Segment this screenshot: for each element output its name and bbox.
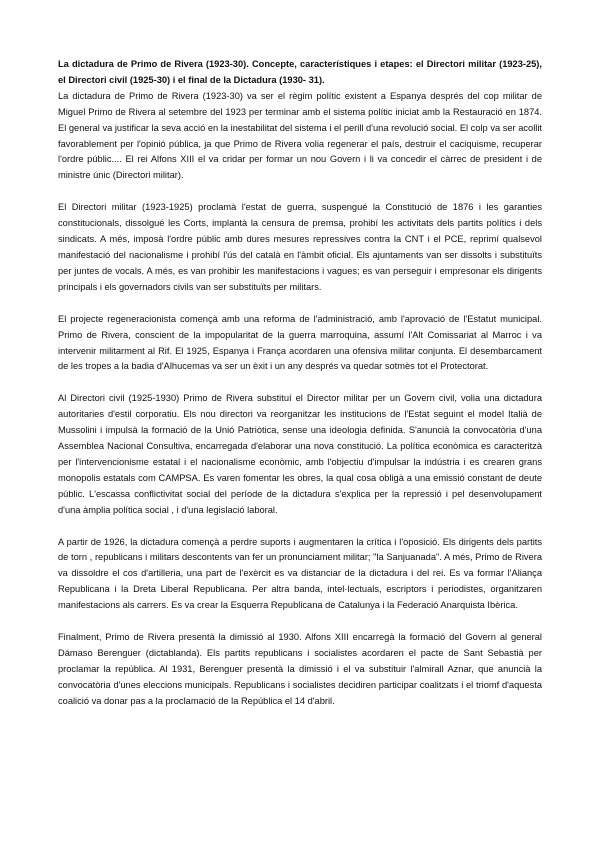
paragraph-spacer: [58, 184, 542, 200]
paragraph-spacer: [58, 296, 542, 312]
paragraph-directori-civil: Al Directori civil (1925-1930) Primo de Rivera substituí el Director militar per un Govern civil, volia una dictadura autoritaries d'estil corporatiu. Els nou directori va reorganitzar les institucions de l'Estat seguint el model Italià de Mussolini i impulsà la formació de la Unió Patriòtica, sense una ideologia definida. S'anuncià la convocatòria d'una Assemblea Nacional Consultiva, encarregada d'elaborar una nova constitució. La política econòmica es caracteritzà per l'intervencionisme estatal i el nacionalisme econòmic, amb l'objectiu d'impulsar la indústria i es crearen grans monopolis estatals com CAMPSA. Es varen fomentar les obres, la qual cosa obligà a una emissió constant de deute públic. L'escassa conflictivitat social del període de la dictadura s'explica per la repressió i pel desenvolupament d'una àmplia política social , i d'una legislació laboral.: [58, 393, 542, 515]
paragraph-directori-militar: El Directori militar (1923-1925) proclamà l'estat de guerra, suspengué la Constitució de 1876 i les garanties constitucionals, dissolgué les Corts, implantà la censura de premsa, prohibí les activitats dels partits polítics i dels sindicats. A més, imposà l'ordre públic amb dures mesures repressives contra la CNT i el PCE, reprimí qualsevol manifestació del nacionalisme i prohibí l'ús del català en l'àmbit oficial. Els ajuntaments van ser dissolts i substituïts per juntes de vocals. A més, es van prohibir les manifestacions i vagues; es van perseguir i empresonar els dirigents principals i els governadors civils van ser substituïts per militars.: [58, 202, 542, 292]
paragraph-projecte-regeneracionista: El projecte regeneracionista començà amb una reforma de l'administració, amb l'aprovació de l'Estatut municipal. Primo de Rivera, conscient de la impopularitat de la guerra marroquina, assumí l'Alt Comissariat al Marroc i va intervenir militarment al Rif. El 1925, Espanya i França acordaren una ofensiva militar conjunta. El desembarcament de les tropes a la badia d'Alhucemas va ser un èxit i un any després va quedar sotmès tot el Protectorat.: [58, 313, 542, 372]
paragraph-spacer: [58, 519, 542, 535]
paragraph-intro: La dictadura de Primo de Rivera (1923-30) va ser el règim polític existent a Espanya després del cop militar de Miguel Primo de Rivera al setembre del 1923 per terminar amb el sistema polític iniciat amb la Restauració en 1874. El general va justificar la seva acció en la inestabilitat del sistema i el perill d'una revolució social. El colp va ser acollit favorablement per l'opinió pública, ja que Primo de Rivera volia regenerar el país, destruir el caciquisme, recuperar l'ordre públic.... El rei Alfons XIII el va cridar per formar un nou Govern i li va concedir el càrrec de president i de ministre únic (Directori militar).: [58, 90, 542, 181]
paragraph-oposicio: A partir de 1926, la dictadura començà a perdre suports i augmentaren la crítica i l'oposició. Els dirigents dels partits de torn , republicans i militars descontents van fer un pronunciament militar; "la Sanjuanada". A més, Primo de Rivera va dissoldre el cos d'artilleria, una part de l'exèrcit es va distanciar de la dictadura i del rei. Es va formar l'Aliança Republicana i la Dreta Liberal Republicana. Per altra banda, intel·lectuals, escriptors i periodistes, organitzaren manifestacions als carrers. Es va crear la Esquerra Republicana de Catalunya i la Federació Anarquista Ibèrica.: [58, 536, 542, 611]
paragraph-spacer: [58, 375, 542, 391]
document-title: La dictadura de Primo de Rivera (1923-30). Concepte, característiques i etapes: el Directori militar (1923-25), el Directori civil (1925-30) i el final de la Dictadura (1930- 31).: [58, 59, 542, 85]
document-page: [58, 57, 542, 710]
paragraph-final-dictadura: Finalment, Primo de Rivera presentà la dimissió al 1930. Alfons XIII encarregà la formació del Govern al general Dámaso Berenguer (dictablanda). Els partits republicans i socialistes acordaren el pacte de Sant Sebastià per proclamar la república. Al 1931, Berenguer presentà la dimissió i el va substituir l'almirall Aznar, que anuncià la convocatòria d'unes eleccions municipals. Republicans i socialistes decidiren participar coalitzats i el triomf d'aquesta coalició va donar pas a la proclamació de la República el 14 d'abril.: [58, 632, 542, 706]
paragraph-spacer: [58, 614, 542, 630]
